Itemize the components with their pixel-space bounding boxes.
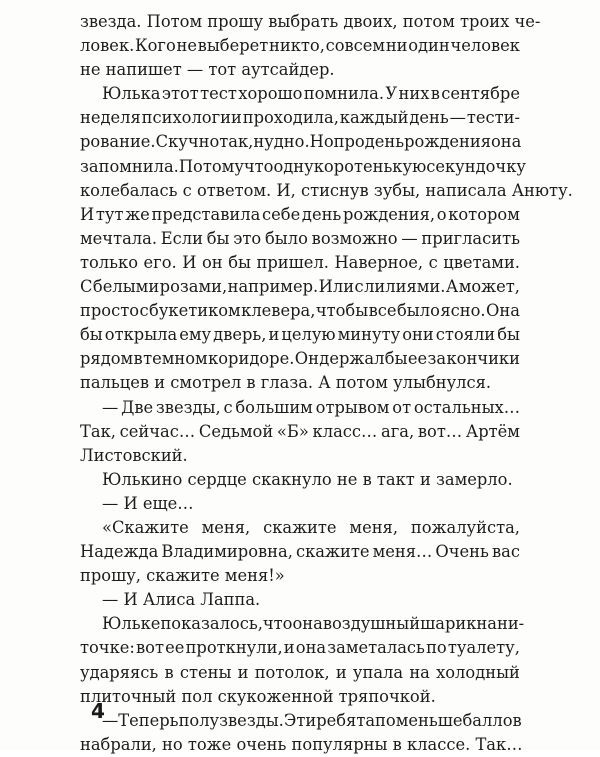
text-line: пальцев и смотрел в глаза. А потом улыбнулся. <box>80 373 492 393</box>
text-line: плиточный пол скукоженной тряпочкой. <box>80 686 436 706</box>
text-line: ловек. Кого не выберет никто, совсем ни один человек <box>80 36 520 56</box>
text-line: рование. Скучно так, нудно. Но про день рождения она <box>80 132 522 152</box>
text-line: «Скажите меня, скажите меня, пожалуйста, <box>102 517 520 537</box>
text-line: — И еще… <box>102 493 194 513</box>
text-line: — И Алиса Лаппа. <box>102 590 261 610</box>
text-line: Надежда Владимировна, скажите меня… Очень вас <box>80 542 520 562</box>
page-text <box>80 10 573 757</box>
text-line: ударяясь в стены и потолок, и упала на холодный <box>80 662 520 682</box>
text-line: просто с букетиком клевера, чтобы все было ясно. Она <box>80 301 520 321</box>
page-number: 4 <box>91 699 105 723</box>
text-line: — Теперь полузвезды. Эти ребята поменьше баллов <box>102 710 522 730</box>
text-line: прошу, скажите меня!» <box>80 566 285 586</box>
text-line: Юлькино сердце скакнуло не в такт и замерло. <box>102 469 513 489</box>
text-line: — Две звезды, с большим отрывом от остальных… <box>102 397 520 417</box>
text-line: Так, сейчас… Седьмой «Б» класс… ага, вот… Артём <box>80 421 520 441</box>
text-line: запомнила. Потому что одну коротенькую секундочку <box>80 156 526 176</box>
text-line: Юлька этот тест хорошо помнила. У них в сентябре <box>102 84 520 104</box>
text-line: С белыми розами, например. Или с лилиями. А может, <box>80 277 520 297</box>
text-line: Юльке показалось, что она воздушный шарик на ни- <box>102 614 525 634</box>
text-line: звезда. Потом прошу выбрать двоих, потом троих че- <box>80 12 541 31</box>
text-line: Листовский. <box>80 445 188 465</box>
text-line: бы открыла ему дверь, и целую минуту они стояли бы <box>80 325 520 345</box>
text-line: рядом в темном коридоре. Он держал бы ее за кончики <box>80 349 520 369</box>
text-line: набрали, но тоже очень популярны в классе. Так… <box>80 734 523 754</box>
text-line: не напишет — тот аутсайдер. <box>80 60 335 80</box>
text-line: неделя психологии проходила, каждый день — тести- <box>80 108 520 128</box>
text-line: И тут же представила себе день рождения, о котором <box>80 204 520 224</box>
text-line: точке: вот ее проткнули, и она заметалась по туалету, <box>80 638 520 658</box>
text-line: только его. И он бы пришел. Наверное, с цветами. <box>80 252 520 272</box>
text-line: мечтала. Если бы это было возможно — пригласить <box>80 228 520 248</box>
text-line: колебалась с ответом. И, стиснув зубы, написала Анюту. <box>80 180 573 200</box>
